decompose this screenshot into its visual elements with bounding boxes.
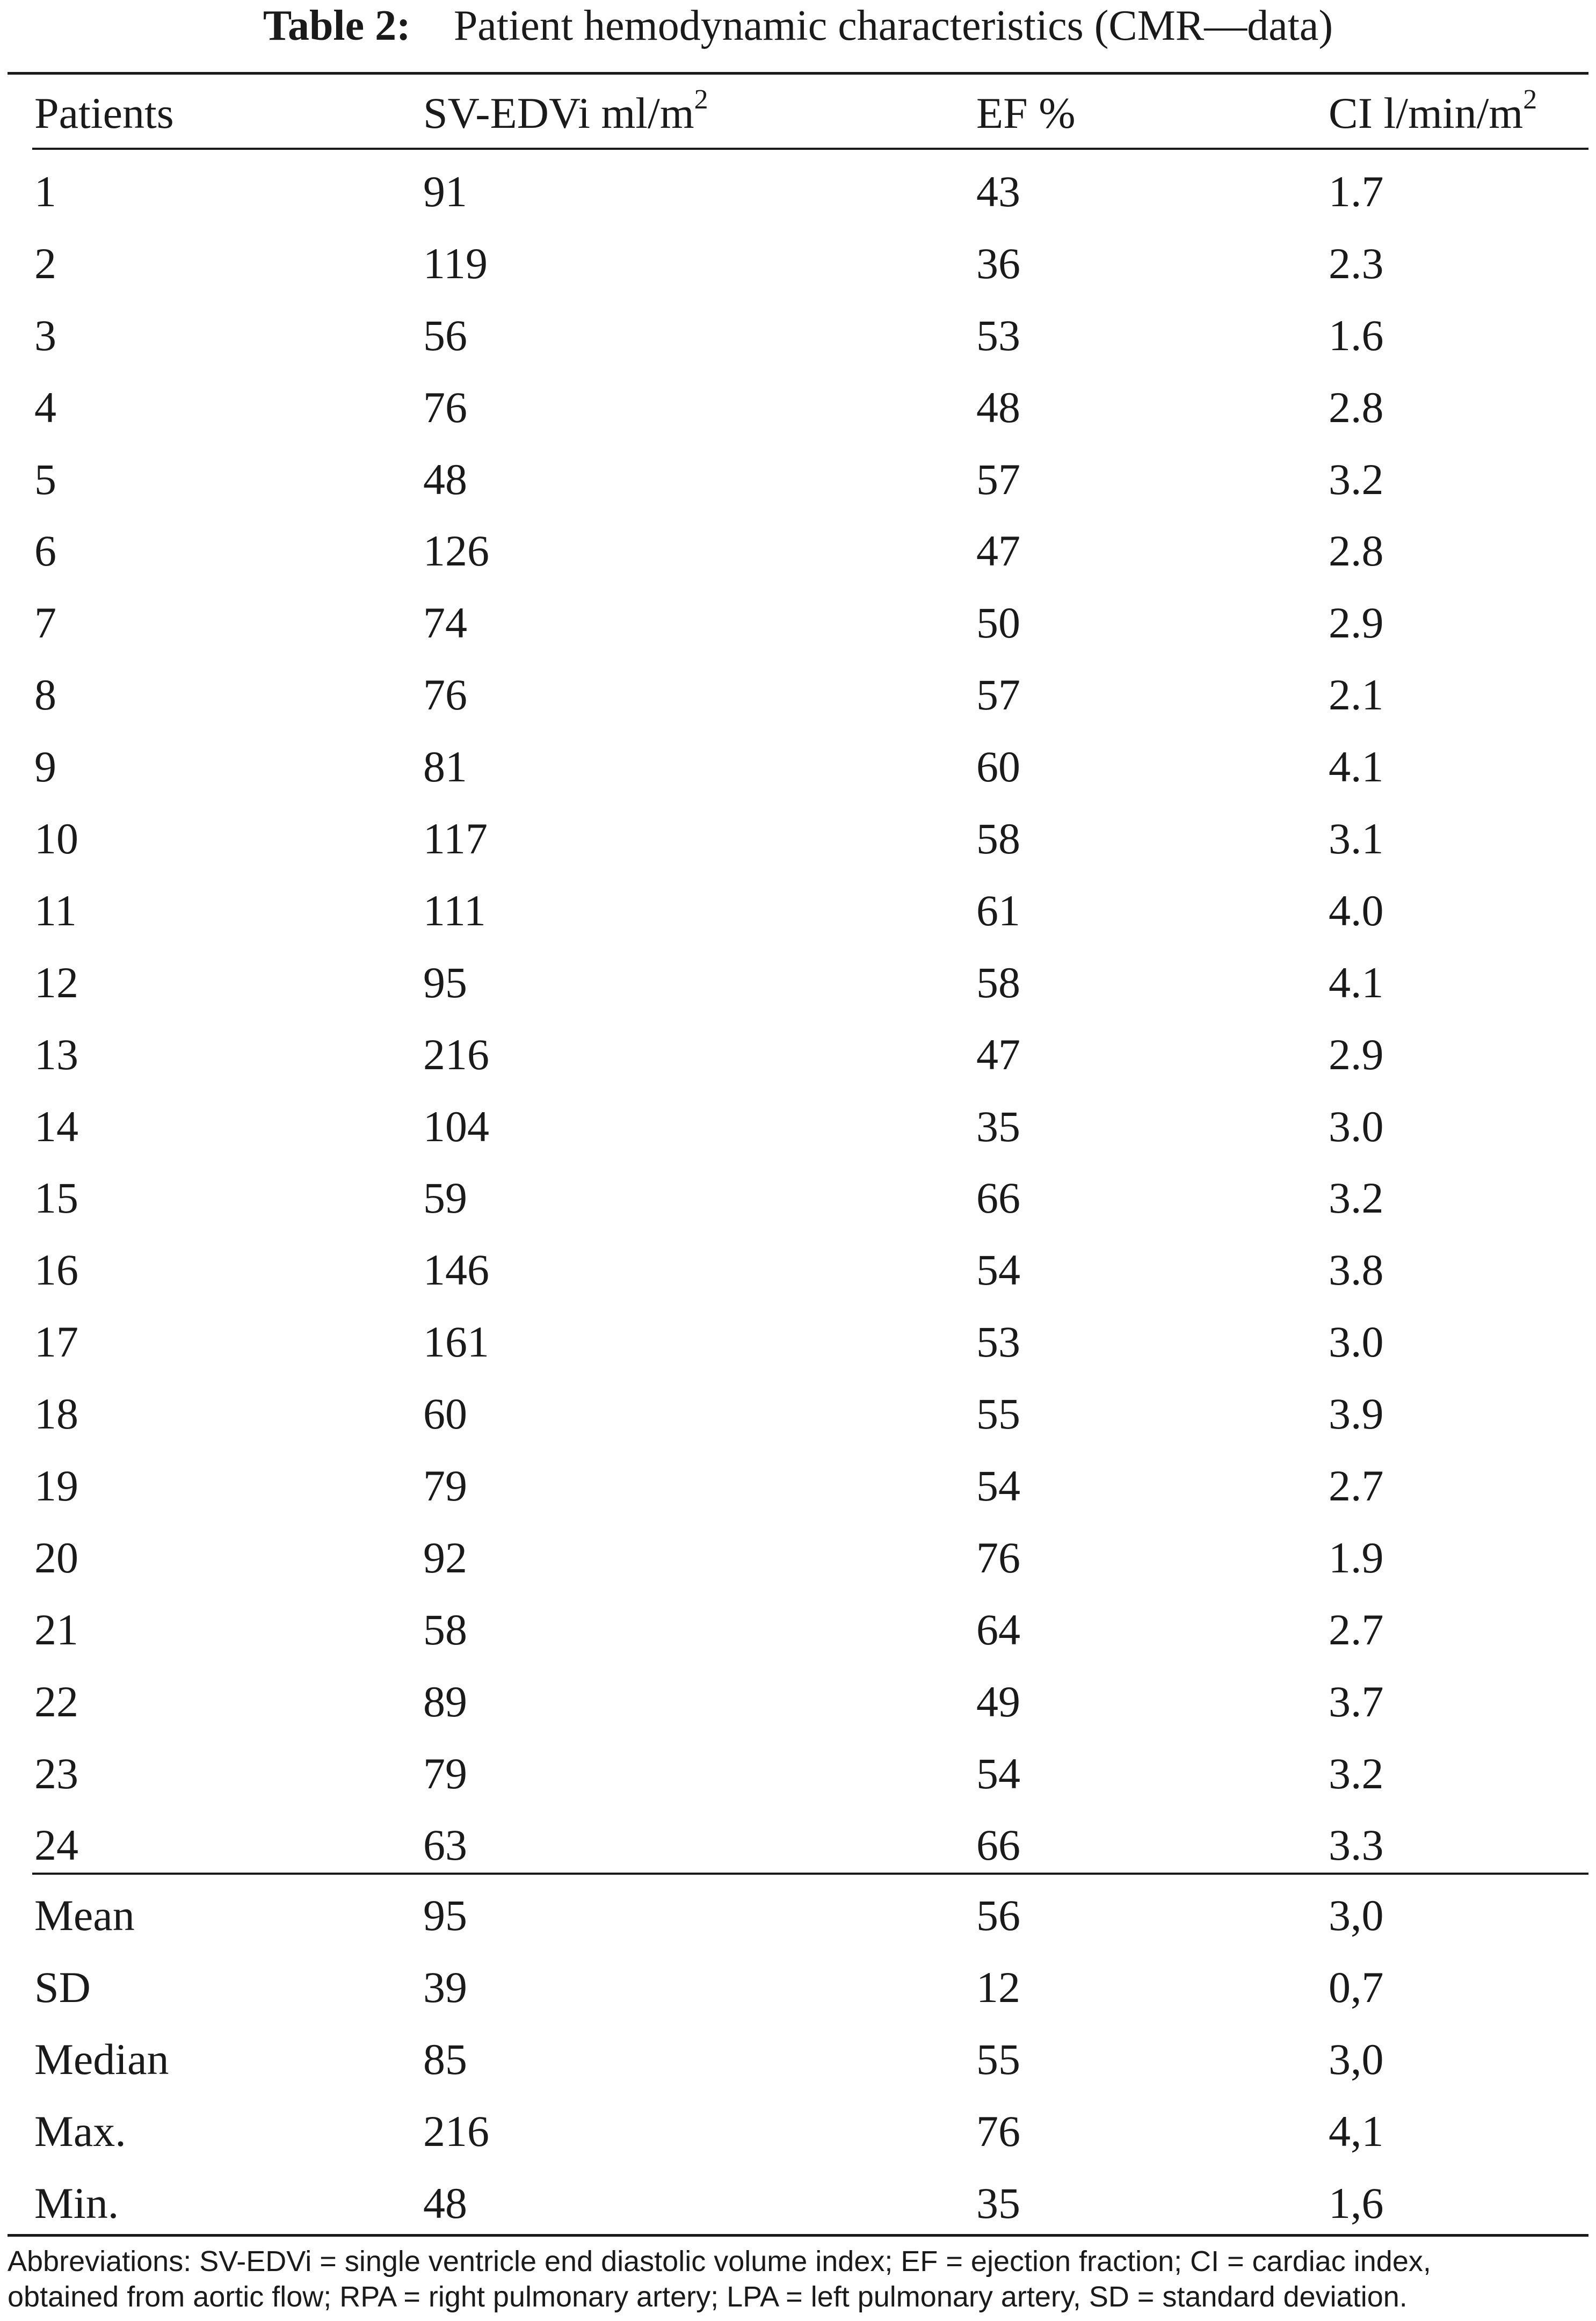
header-patients: Patients [34, 89, 174, 137]
top-rule [8, 72, 1588, 75]
cell-ef: 43 [976, 166, 1020, 216]
cell-label: 7 [34, 598, 56, 648]
cell-ef: 48 [976, 382, 1020, 432]
cell-sv-edvi: 95 [423, 1890, 467, 1940]
cell-ef: 61 [976, 886, 1020, 935]
table-row [0, 300, 1596, 372]
cell-sv-edvi: 119 [423, 238, 488, 288]
cell-ef: 64 [976, 1605, 1020, 1654]
bottom-rule [8, 2234, 1588, 2237]
cell-sv-edvi: 74 [423, 598, 467, 648]
cell-sv-edvi: 117 [423, 814, 488, 863]
table-row [0, 444, 1596, 516]
cell-label: Min. [34, 2178, 119, 2228]
cell-ci: 3.7 [1329, 1677, 1384, 1726]
cell-ci: 2.7 [1329, 1461, 1384, 1510]
cell-sv-edvi: 60 [423, 1389, 467, 1439]
cell-ef: 53 [976, 310, 1020, 360]
table-caption-text: Patient hemodynamic characteristics (CMR—data) [453, 2, 1333, 49]
table-row [0, 1450, 1596, 1522]
table-row [0, 1738, 1596, 1810]
cell-ef: 58 [976, 814, 1020, 863]
cell-label: 22 [34, 1677, 78, 1726]
cell-label: 19 [34, 1461, 78, 1510]
cell-ci: 3.8 [1329, 1245, 1384, 1295]
cell-ci: 2.9 [1329, 1029, 1384, 1079]
table-row [0, 515, 1596, 587]
table-row [0, 1306, 1596, 1378]
cell-ci: 3.0 [1329, 1101, 1384, 1151]
cell-ef: 60 [976, 742, 1020, 792]
cell-sv-edvi: 81 [423, 742, 467, 792]
cell-sv-edvi: 48 [423, 454, 467, 504]
cell-label: 2 [34, 238, 56, 288]
cell-ef: 66 [976, 1173, 1020, 1223]
cell-sv-edvi: 76 [423, 382, 467, 432]
cell-sv-edvi: 79 [423, 1749, 467, 1798]
header-ci: CI $l/\min/m^2$ [1329, 84, 1537, 137]
cell-ci: 3.1 [1329, 814, 1384, 863]
cell-ci: 0,7 [1329, 1962, 1384, 2012]
cell-label: 3 [34, 310, 56, 360]
cell-sv-edvi: 95 [423, 958, 467, 1007]
cell-label: 15 [34, 1173, 78, 1223]
cell-ef: 47 [976, 1029, 1020, 1079]
cell-ci: 1.9 [1329, 1533, 1384, 1582]
cell-label: 9 [34, 742, 56, 792]
cell-label: 21 [34, 1605, 78, 1654]
cell-ef: 50 [976, 598, 1020, 648]
cell-ci: 2.7 [1329, 1605, 1384, 1654]
cell-ci: 2.8 [1329, 526, 1384, 576]
cell-ci: 3.9 [1329, 1389, 1384, 1439]
cell-ci: 4.1 [1329, 742, 1384, 792]
table-row [0, 1091, 1596, 1163]
cell-label: 1 [34, 166, 56, 216]
cell-ef: 12 [976, 1962, 1020, 2012]
cell-sv-edvi: 216 [423, 1029, 489, 1079]
cell-ef: 57 [976, 454, 1020, 504]
cell-ci: 3.2 [1329, 1749, 1384, 1798]
header-sv-edvi-superscript: 2 [694, 84, 708, 115]
cell-sv-edvi: 56 [423, 310, 467, 360]
cell-label: 6 [34, 526, 56, 576]
table-row [0, 1522, 1596, 1594]
cell-sv-edvi: 63 [423, 1820, 467, 1870]
stats-row [0, 1952, 1596, 2023]
cell-label: 12 [34, 958, 78, 1007]
cell-label: 18 [34, 1389, 78, 1439]
cell-label: SD [34, 1962, 91, 2012]
cell-ef: 35 [976, 2178, 1020, 2228]
cell-sv-edvi: 104 [423, 1101, 489, 1151]
cell-ci: 4.0 [1329, 886, 1384, 935]
cell-label: Median [34, 2034, 169, 2084]
header-sv-edvi: SV-EDVi $ml/m^2$ [423, 84, 708, 137]
table-row [0, 372, 1596, 444]
cell-ci: 4,1 [1329, 2106, 1384, 2156]
table-header [0, 81, 1596, 146]
cell-label: Mean [34, 1890, 135, 1940]
cell-ci: 3,0 [1329, 1890, 1384, 1940]
cell-label: 4 [34, 382, 56, 432]
cell-ef: 47 [976, 526, 1020, 576]
cell-sv-edvi: 85 [423, 2034, 467, 2084]
stats-row [0, 1880, 1596, 1952]
cell-ef: 76 [976, 1533, 1020, 1582]
cell-sv-edvi: 126 [423, 526, 489, 576]
cell-ci: 3.3 [1329, 1820, 1384, 1870]
cell-sv-edvi: 161 [423, 1317, 489, 1367]
cell-label: 23 [34, 1749, 78, 1798]
cell-label: 20 [34, 1533, 78, 1582]
table-row [0, 587, 1596, 659]
cell-label: 10 [34, 814, 78, 863]
table-caption-spacer [422, 2, 443, 49]
table-row [0, 1162, 1596, 1234]
cell-label: 14 [34, 1101, 78, 1151]
table-row [0, 1234, 1596, 1306]
cell-sv-edvi: 91 [423, 166, 467, 216]
cell-ci: 2.1 [1329, 670, 1384, 720]
cell-sv-edvi: 48 [423, 2178, 467, 2228]
cell-ci: 3.0 [1329, 1317, 1384, 1367]
cell-label: 24 [34, 1820, 78, 1870]
cell-sv-edvi: 79 [423, 1461, 467, 1510]
table-row [0, 1809, 1596, 1881]
cell-ef: 54 [976, 1245, 1020, 1295]
summary-stats-body [0, 1880, 1596, 2239]
table-caption [0, 0, 1596, 59]
cell-ef: 35 [976, 1101, 1020, 1151]
cell-sv-edvi: 59 [423, 1173, 467, 1223]
cell-ef: 56 [976, 1890, 1020, 1940]
cell-ci: 1.6 [1329, 310, 1384, 360]
table-row [0, 1019, 1596, 1091]
table-footnote [8, 2244, 1588, 2321]
summary-stats [0, 1880, 1596, 2239]
cell-ef: 55 [976, 1389, 1020, 1439]
cell-ci: 1,6 [1329, 2178, 1384, 2228]
patient-rows-body [0, 156, 1596, 1881]
cell-sv-edvi: 92 [423, 1533, 467, 1582]
cell-ef: 49 [976, 1677, 1020, 1726]
header-row [0, 81, 1596, 146]
cell-ef: 76 [976, 2106, 1020, 2156]
cell-ef: 53 [976, 1317, 1020, 1367]
table-row [0, 1594, 1596, 1666]
cell-label: 8 [34, 670, 56, 720]
table-row [0, 947, 1596, 1019]
cell-sv-edvi: 89 [423, 1677, 467, 1726]
table-row [0, 875, 1596, 947]
cell-ci: 3.2 [1329, 1173, 1384, 1223]
table-caption-label: Table 2: [263, 2, 411, 49]
cell-ci: 2.9 [1329, 598, 1384, 648]
cell-sv-edvi: 39 [423, 1962, 467, 2012]
stats-rule [32, 1873, 1588, 1875]
cell-label: 16 [34, 1245, 78, 1295]
cell-ef: 54 [976, 1461, 1020, 1510]
table-row [0, 803, 1596, 875]
stats-row [0, 2167, 1596, 2239]
cell-ci: 3.2 [1329, 454, 1384, 504]
cell-sv-edvi: 58 [423, 1605, 467, 1654]
cell-label: Max. [34, 2106, 126, 2156]
table-row [0, 228, 1596, 300]
footnote-line-1: Abbreviations: SV-EDVi = single ventricle end diastolic volume index; EF = ejection fraction; CI = cardiac index, [8, 2245, 1431, 2278]
table-row [0, 1378, 1596, 1450]
cell-ef: 57 [976, 670, 1020, 720]
header-ci-superscript: 2 [1523, 84, 1537, 115]
table-row [0, 1666, 1596, 1738]
cell-ef: 54 [976, 1749, 1020, 1798]
cell-label: 17 [34, 1317, 78, 1367]
table-row [0, 731, 1596, 803]
cell-ci: 2.8 [1329, 382, 1384, 432]
footnote-line-2: obtained from aortic flow; RPA = right pulmonary artery; LPA = left pulmonary artery, SD = standard deviation. [8, 2281, 1408, 2313]
patient-rows [0, 156, 1596, 1881]
cell-ci: 3,0 [1329, 2034, 1384, 2084]
cell-label: 11 [34, 886, 77, 935]
cell-ef: 66 [976, 1820, 1020, 1870]
cell-sv-edvi: 146 [423, 1245, 489, 1295]
cell-ci: 1.7 [1329, 166, 1384, 216]
header-ef: EF % [976, 89, 1076, 137]
cell-sv-edvi: 76 [423, 670, 467, 720]
cell-ef: 36 [976, 238, 1020, 288]
cell-sv-edvi: 216 [423, 2106, 489, 2156]
cell-label: 13 [34, 1029, 78, 1079]
stats-row [0, 2095, 1596, 2167]
table-row [0, 659, 1596, 731]
cell-label: 5 [34, 454, 56, 504]
header-rule [32, 148, 1588, 150]
cell-ef: 55 [976, 2034, 1020, 2084]
stats-row [0, 2023, 1596, 2095]
cell-ci: 2.3 [1329, 238, 1384, 288]
cell-ef: 58 [976, 958, 1020, 1007]
cell-sv-edvi: 111 [423, 886, 486, 935]
cell-ci: 4.1 [1329, 958, 1384, 1007]
table-row [0, 156, 1596, 228]
